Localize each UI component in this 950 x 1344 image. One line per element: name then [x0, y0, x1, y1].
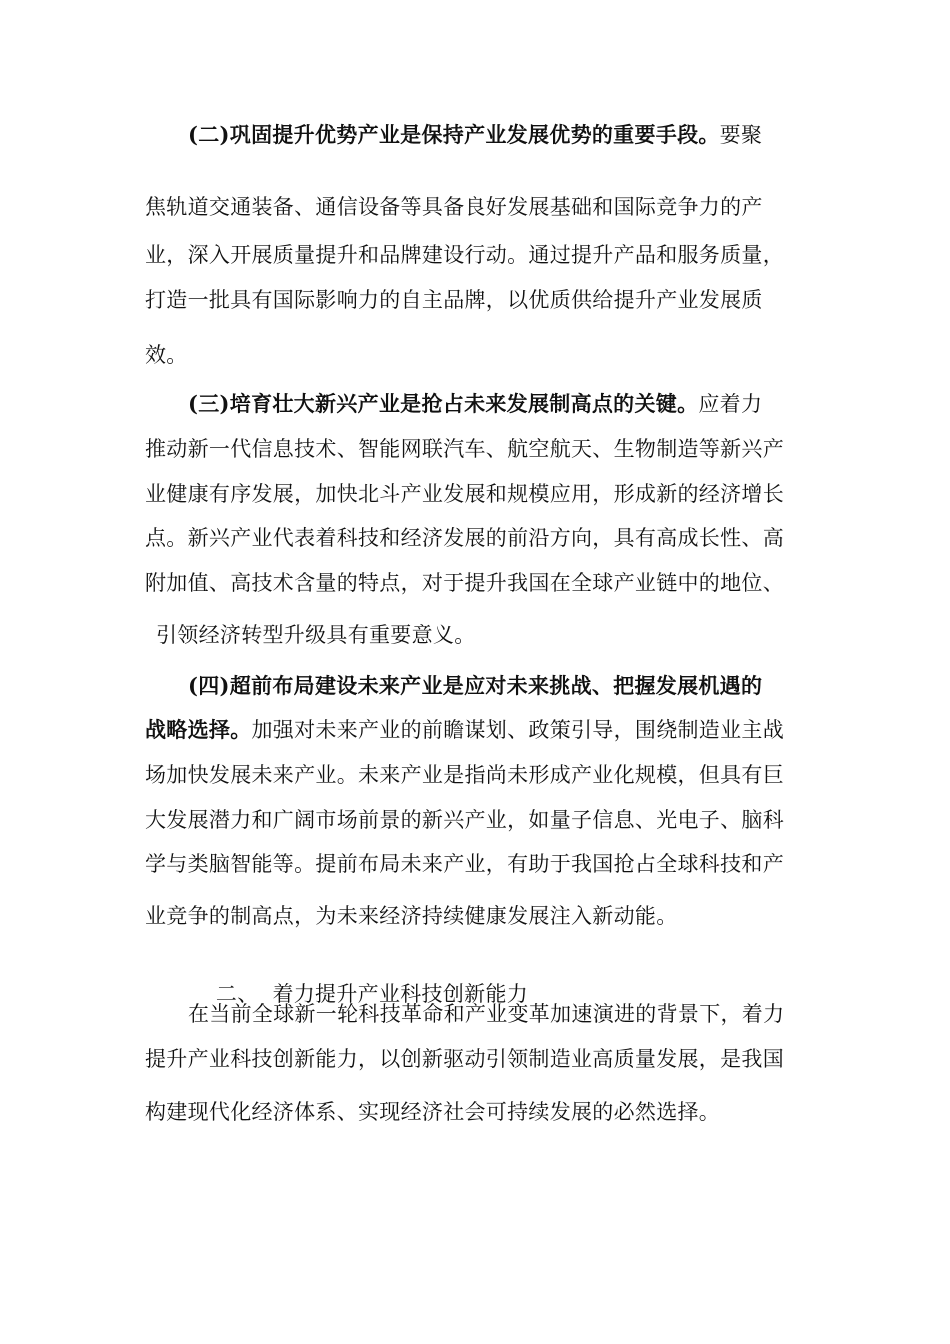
text-line	[145, 902, 678, 930]
body-text: 打造一批具有国际影响力的自主品牌，以优质供给提升产业发展质	[145, 288, 763, 312]
body-text: 加强对未来产业的前瞻谋划、政策引导，围绕制造业主战	[251, 718, 784, 742]
body-text: 要聚	[719, 123, 763, 147]
body-text: 焦轨道交通装备、通信设备等具备良好发展基础和国际竞争力的产	[145, 195, 763, 219]
body-text: 大发展潜力和广阔市场前景的新兴产业，如量子信息、光电子、脑科	[145, 808, 784, 832]
body-text: 引领经济转型升级具有重要意义。	[156, 623, 476, 647]
body-text: 业竞争的制高点，为未来经济持续健康发展注入新动能。	[145, 904, 678, 928]
body-text: 业健康有序发展，加快北斗产业发展和规模应用，形成新的经济增长	[145, 482, 784, 506]
body-text: 场加快发展未来产业。未来产业是指尚未形成产业化规模，但具有巨	[145, 763, 784, 787]
bold-heading-text: (三)培育壮大新兴产业是抢占未来发展制高点的关键。	[188, 391, 699, 416]
text-line	[145, 524, 784, 552]
text-line	[145, 850, 784, 878]
body-text: 提升产业科技创新能力，以创新驱动引领制造业高质量发展，是我国	[145, 1047, 784, 1071]
text-line	[145, 193, 763, 221]
body-text: 推动新一代信息技术、智能网联汽车、航空航天、生物制造等新兴产	[145, 437, 784, 461]
body-text: 学与类脑智能等。提前布局未来产业，有助于我国抢占全球科技和产	[145, 852, 784, 876]
text-line	[188, 672, 762, 700]
text-line	[145, 435, 784, 463]
text-line	[145, 1098, 720, 1126]
text-line	[145, 341, 188, 369]
body-text: 业，深入开展质量提升和品牌建设行动。通过提升产品和服务质量，	[145, 243, 784, 267]
text-line	[188, 1000, 784, 1028]
text-line	[145, 241, 784, 269]
body-text: 附加值、高技术含量的特点，对于提升我国在全球产业链中的地位、	[145, 571, 784, 595]
section-heading-text: 二、 着力提升产业科技创新能力	[215, 982, 529, 1006]
text-line	[145, 761, 784, 789]
text-line	[188, 121, 762, 149]
text-line	[145, 480, 784, 508]
body-text: 点。新兴产业代表着科技和经济发展的前沿方向，具有高成长性、高	[145, 526, 784, 550]
text-line	[188, 390, 762, 418]
body-text: 在当前全球新一轮科技革命和产业变革加速演进的背景下，着力	[188, 1002, 785, 1026]
text-line	[145, 569, 784, 597]
bold-heading-text: (四)超前布局建设未来产业是应对未来挑战、把握发展机遇的	[188, 673, 763, 698]
bold-heading-text: (二)巩固提升优势产业是保持产业发展优势的重要手段。	[188, 122, 720, 147]
body-text: 效。	[145, 343, 188, 367]
text-line	[145, 806, 784, 834]
body-text: 应着力	[698, 392, 763, 416]
body-text: 构建现代化经济体系、实现经济社会可持续发展的必然选择。	[145, 1100, 721, 1124]
text-line	[145, 716, 784, 744]
bold-heading-text: 战略选择。	[145, 717, 252, 742]
text-line	[145, 1045, 784, 1073]
text-line	[145, 286, 763, 314]
text-line	[156, 621, 476, 649]
